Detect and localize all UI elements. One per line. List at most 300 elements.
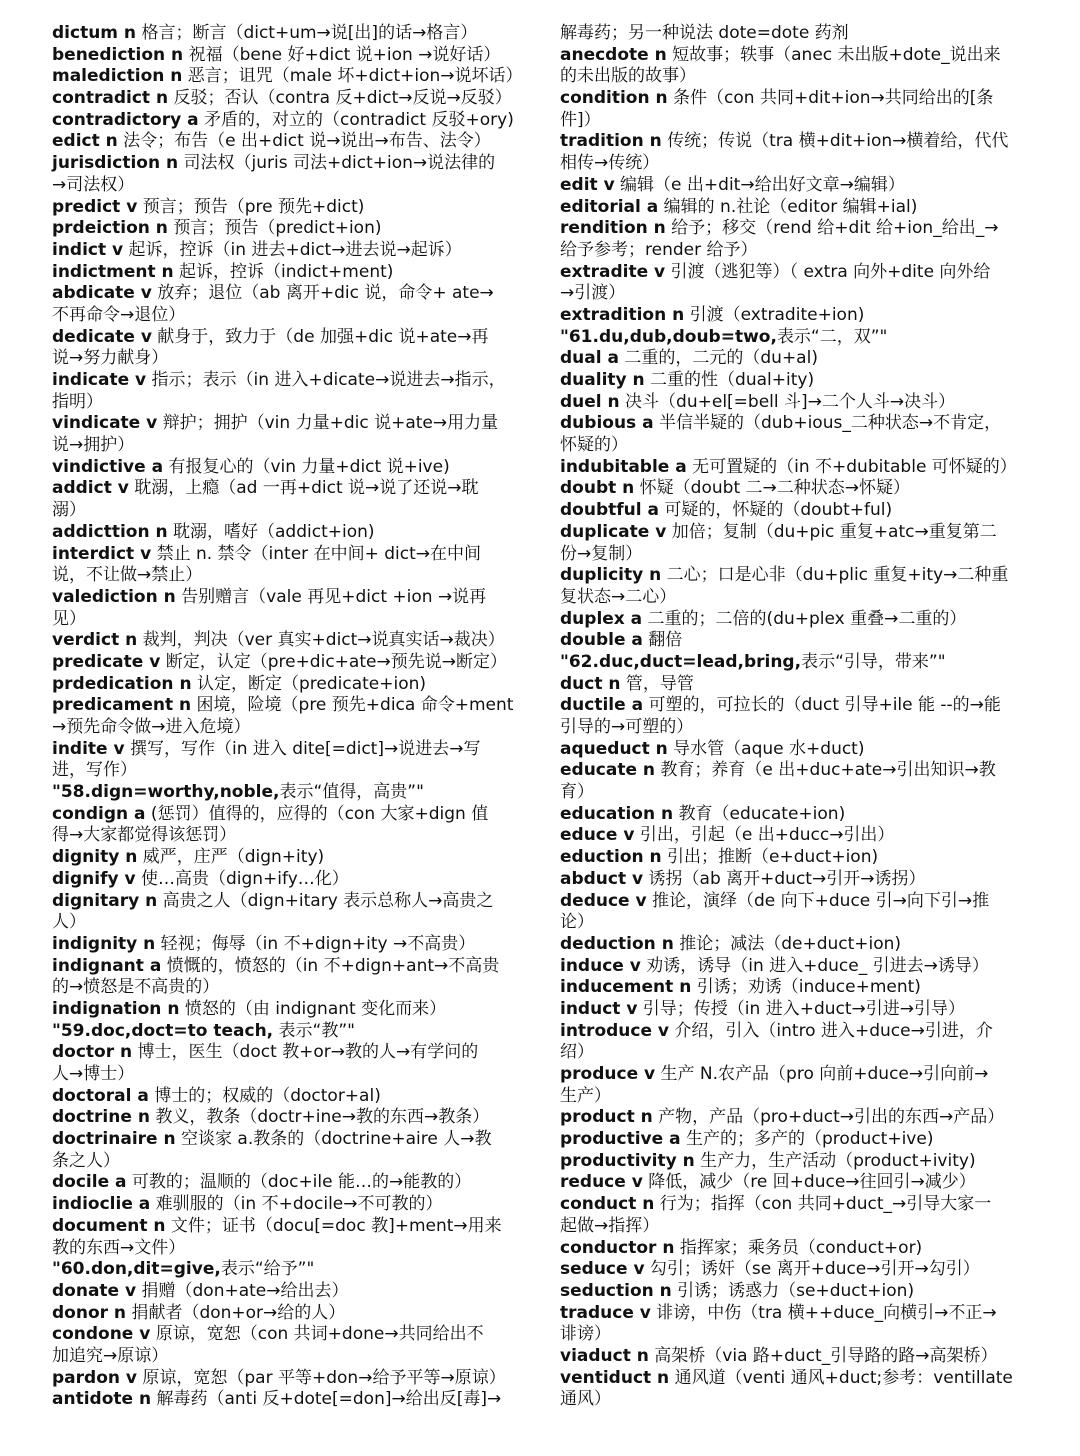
entry-term: duality n [560,370,645,390]
entry-term: conduct n [560,1194,655,1215]
entry-definition: →引渡） [560,283,626,304]
entry-definition: 指挥家；乘务员（conduct+or) [674,1237,923,1258]
entry-line [560,565,1032,587]
entry-line [560,478,1032,500]
entry-definition: 绍） [560,1042,594,1063]
entry-term: jurisdiction n [52,153,179,174]
entry-line [560,977,1032,999]
entry-line [560,1064,1032,1086]
entry-line [52,435,524,457]
entry-line [52,674,524,696]
entry-term: seduction n [560,1280,672,1301]
entry-definition: 预言；预告（pre 预先+dict) [137,196,365,217]
entry-term: vindicate v [52,413,158,434]
entry-term: "60.don,dit=give, [52,1259,221,1280]
entry-line [560,88,1032,110]
entry-term: edit v [560,174,615,195]
entry-line [52,1346,524,1368]
entry-definition: 加倍；复制（du+pic 重复+atc→重复第二 [666,521,997,542]
entry-line [560,1107,1032,1129]
entry-line [560,153,1032,175]
entry-definition: 空谈家 a.教条的（doctrine+aire 人→教 [175,1129,492,1150]
entry-line [52,544,524,566]
entry-definition: 可疑的，怀疑的（doubt+ful) [658,500,893,521]
entry-term: indict v [52,239,124,260]
entry-line [52,999,524,1021]
entry-term: education n [560,803,674,824]
entry-line [560,1368,1032,1390]
entry-line [560,1281,1032,1303]
entry-line [560,544,1032,566]
entry-definition: 二心；口是心非（du+plic 重复+ity→二种重 [661,565,1009,586]
entry-line [560,739,1032,761]
entry-term: produce v [560,1064,656,1084]
entry-term: ductile a [560,695,644,716]
entry-line [560,1086,1032,1108]
entry-term: reduce v [560,1172,643,1193]
entry-definition: 愤怒的（由 indignant 变化而来） [179,998,447,1019]
entry-definition: 短故事；轶事（anec 未出版+dote_说出来 [666,44,1001,65]
entry-line [52,869,524,891]
entry-line [52,977,524,999]
entry-definition: 愤慨的，愤怒的（in 不+dign+ant→不高贵 [161,955,500,976]
entry-line [52,478,524,500]
entry-definition: 说→拥护） [52,435,135,456]
entry-line [560,413,1032,435]
entry-definition: 指示；表示（in 进入+dicate→说进去→指示， [146,370,506,390]
entry-term: dignify v [52,868,136,889]
entry-definition: 诽谤，中伤（tra 横++duce_向横引→不正→ [650,1302,997,1323]
entry-definition: 认定，断定（predicate+ion) [191,673,427,694]
entry-line [560,869,1032,891]
entry-term: aqueduct n [560,738,668,759]
entry-definition: 表示“引导，带来”" [801,651,946,672]
entry-definition: 编辑的 n.社论（editor 编辑+ial) [658,196,918,217]
entry-line [52,413,524,435]
entry-term: dedicate v [52,326,152,347]
entry-definition: (惩罚）值得的，应得的（con 大家+dign 值 [145,803,489,824]
entry-definition: 诽谤） [560,1324,611,1345]
entry-definition: 禁止 n. 禁令（inter 在中间+ dict→在中间 [151,543,481,564]
entry-definition: 生产力，生产活动（product+ivity) [694,1150,976,1171]
entry-definition: 矛盾的，对立的（contradict 反驳+ory) [198,109,514,130]
entry-term: prdeiction n [52,218,168,239]
entry-definition: 预言；预告（predict+ion) [167,218,382,239]
entry-line [560,327,1032,349]
entry-line [560,240,1032,262]
entry-term: deduction n [560,933,674,954]
entry-definition: 二重的；二倍的(du+plex 重叠→二重的） [642,608,967,629]
entry-term: duplicity n [560,565,662,586]
entry-line [560,956,1032,978]
entry-definition: 高贵之人（dign+itary 表示总称人→高贵之 [157,890,494,911]
entry-definition: 推论，演绎（de 向下+duce 引→向下引→推 [646,890,990,911]
entry-line [560,782,1032,804]
entry-definition: 表示“教”" [273,1020,355,1041]
entry-definition: 法令；布告（e 出+dict 说→说出→布告、法令） [117,131,491,152]
entry-term: editorial a [560,196,659,217]
entry-definition: 教育（educate+ion) [673,803,846,824]
entry-line [560,891,1032,913]
entry-line [560,804,1032,826]
entry-term: condition n [560,88,668,109]
entry-term: ventiduct n [560,1367,670,1388]
entry-line [560,630,1032,652]
entry-line [560,197,1032,219]
entry-definition: 引渡（逃犯等）（ extra 向外+dite 向外给 [665,261,991,282]
entry-line [560,23,1032,45]
entry-line [560,1129,1032,1151]
entry-definition: 产物，产品（pro+duct→引出的东西→产品） [652,1107,1005,1128]
entry-definition: 给予；移交（rend 给+dit 给+ion_给出_→ [665,218,999,239]
entry-definition: 怀疑（doubt 二→二种状态→怀疑） [634,478,910,499]
entry-term: contradictory a [52,109,199,130]
entry-line [52,1389,524,1411]
entry-term: dictum n [52,23,137,43]
entry-term: indioclie a [52,1194,151,1215]
entry-line [560,934,1032,956]
entry-term: malediction n [52,66,183,87]
entry-line [52,1259,524,1281]
entry-line [52,23,524,45]
entry-line [52,1368,524,1390]
entry-line [560,717,1032,739]
entry-line [52,1172,524,1194]
entry-definition: 人） [52,912,86,933]
entry-definition: →预先命令做→进入危境） [52,717,251,737]
entry-definition: 劝诱，诱导（in 进入+duce_ 引进去→诱导） [640,955,989,976]
entry-definition: 使…高贵（dign+ify…化） [135,868,349,889]
entry-definition: 文件；证书（docu[=doc 教]+ment→用来 [165,1215,502,1236]
entry-term: predict v [52,196,138,217]
entry-term: vindictive a [52,456,164,477]
entry-definition: 行为；指挥（con 共同+duct_→引导大家一 [654,1194,992,1215]
entry-definition: 得→大家都觉得该惩罚） [52,825,237,846]
entry-definition: 轻视；侮辱（in 不+dign+ity →不高贵） [155,933,476,954]
entry-line [560,1216,1032,1238]
entry-definition: 恶言；诅咒（male 坏+dict+ion→说坏话） [182,66,523,87]
entry-term: rendition n [560,218,666,239]
entry-line [52,218,524,240]
entry-definition: 引诱；劝诱（induce+ment) [691,977,921,998]
entry-term: traduce v [560,1302,651,1323]
entry-line [560,652,1032,674]
entry-definition: 引诱；诱惑力（se+duct+ion) [671,1280,915,1301]
entry-definition: 原谅，宽恕（con 共词+done→共同给出不 [150,1324,484,1345]
entry-definition: 指明） [52,391,103,412]
entry-line [560,45,1032,67]
entry-line [560,674,1032,696]
entry-line [52,1042,524,1064]
right-column [560,23,1032,1411]
entry-line [52,305,524,327]
entry-term: doubt n [560,478,635,499]
entry-definition: 推论；减法（de+duct+ion) [673,933,902,954]
entry-definition: 通风道（venti 通风+duct;参考：ventillate [669,1367,1013,1388]
entry-term: doctoral a [52,1085,149,1106]
entry-term: "59.doc,doct=to teach, [52,1020,274,1041]
entry-definition: 博士的；权威的（doctor+al) [148,1085,381,1106]
entry-line [52,1129,524,1151]
entry-definition: 耽溺，嗜好（addict+ion) [167,521,375,542]
entry-line [52,1194,524,1216]
entry-definition: 不再命令→退位） [52,304,186,325]
entry-line [52,1151,524,1173]
entry-definition: 条之人） [52,1150,120,1171]
entry-term: dual a [560,348,619,369]
entry-line [560,1303,1032,1325]
entry-term: addicttion n [52,521,168,542]
entry-definition: 耽溺，上瘾（ad 一再+dict 说→说了还说→耽 [128,478,479,499]
entry-line [52,1303,524,1325]
entry-line [52,370,524,392]
entry-term: condign a [52,803,146,824]
entry-definition: 引出，引起（e 出+ducc→引出） [634,825,895,846]
entry-line [560,348,1032,370]
entry-term: indignation n [52,998,180,1019]
entry-line [560,370,1032,392]
entry-definition: 格言；断言（dict+um→说[出]的话→格言） [136,23,478,43]
entry-term: "61.du,dub,doub=two, [560,326,777,347]
entry-term: benediction n [52,44,184,65]
entry-line [560,131,1032,153]
entry-definition: 断定，认定（pre+dic+ate→预先说→断定） [160,651,507,672]
entry-term: indicate v [52,370,147,390]
entry-definition: 教义，教条（doctr+ine→教的东西→教条） [149,1107,490,1128]
entry-term: extradite v [560,261,666,282]
entry-definition: 表示“给予”" [220,1259,315,1280]
entry-line [52,565,524,587]
entry-definition: 加追究→原谅） [52,1345,169,1366]
entry-line [52,934,524,956]
entry-term: product n [560,1107,653,1128]
entry-term: edict n [52,131,118,152]
entry-definition: 起诉，控诉（indict+ment) [173,261,394,282]
entry-definition: 给予参考；render 给予） [560,239,758,260]
entry-line [52,327,524,349]
entry-line [52,153,524,175]
entry-term: interdict v [52,543,152,564]
entry-line [560,1389,1032,1411]
entry-term: deduce v [560,890,647,911]
entry-definition: 复状态→二心） [560,586,677,607]
entry-line [52,891,524,913]
entry-term: educe v [560,825,635,846]
entry-definition: 祝福（bene 好+dict 说+ion →说好话） [183,44,501,65]
entry-definition: 表示“值得，高贵”" [279,782,424,803]
entry-line [560,1194,1032,1216]
entry-line [52,956,524,978]
entry-line [52,175,524,197]
entry-definition: 起做→指挥） [560,1215,660,1236]
entry-line [560,66,1032,88]
entry-line [52,1281,524,1303]
entry-definition: 进，写作） [52,760,137,781]
entry-definition: 怀疑的） [560,435,628,456]
entry-definition: 辩护；拥护（vin 力量+dic 说+ate→用力量 [157,413,499,434]
entry-line [52,609,524,631]
entry-definition: 难驯服的（in 不+docile→不可教的） [150,1194,443,1215]
entry-definition: 捐献者（don+or→给的人） [126,1302,346,1323]
entry-term: predicate v [52,651,161,672]
entry-term: indignant a [52,955,162,976]
entry-definition: 司法权（juris 司法+dict+ion→说法律的 [178,153,496,174]
entry-term: viaduct n [560,1345,649,1366]
entry-definition: 教的东西→文件） [52,1237,186,1258]
entry-term: doubtful a [560,500,659,521]
entry-line [52,457,524,479]
entry-term: indictment n [52,261,174,282]
entry-line [560,912,1032,934]
entry-line [52,1324,524,1346]
entry-line [560,1151,1032,1173]
entry-definition: 诱拐（ab 离开+duct→引开→诱拐） [643,868,926,889]
entry-line [52,131,524,153]
entry-definition: 无可置疑的（in 不+dubitable 可怀疑的） [686,456,1017,477]
entry-line [52,283,524,305]
entry-line [52,262,524,284]
entry-definition: 份→复制） [560,543,643,564]
entry-line [52,1064,524,1086]
entry-term: verdict n [52,630,138,651]
entry-term: productivity n [560,1150,695,1171]
entry-definition: 高架桥（via 路+duct_引导路的路→高架桥） [648,1345,998,1366]
entry-line [52,392,524,414]
entry-definition: 人→博士） [52,1064,135,1084]
entry-line [52,197,524,219]
entry-term: indignity n [52,933,156,954]
entry-term: extradition n [560,304,685,325]
entry-line [52,804,524,826]
entry-term: valediction n [52,586,176,607]
entry-line [52,1216,524,1238]
entry-definition: 反驳；否认（contra 反+dict→反说→反驳） [168,88,512,109]
entry-definition: 管，导管 [620,673,694,694]
entry-line [560,1172,1032,1194]
entry-term: docile a [52,1172,127,1193]
entry-definition: 半信半疑的（dub+ious_二种状态→不肯定， [653,413,1002,434]
entry-definition: 条件（con 共同+dit+ion→共同给出的[条 [667,88,994,109]
entry-definition: 裁判，判决（ver 真实+dict→说真实话→裁决） [137,630,505,651]
entry-line [560,522,1032,544]
entry-definition: 教育；养育（e 出+duc+ate→引出知识→教 [655,760,996,781]
entry-term: condone v [52,1324,151,1345]
entry-line [52,110,524,132]
entry-term: induce v [560,955,641,976]
entry-definition: 的→愤怒是不高贵的） [52,977,220,998]
entry-line [52,66,524,88]
entry-term: indubitable a [560,456,687,477]
entry-line [52,1107,524,1129]
entry-line [52,630,524,652]
entry-line [52,45,524,67]
entry-definition: 说→努力献身） [52,348,169,369]
entry-line [52,1238,524,1260]
entry-term: tradition n [560,131,662,152]
entry-term: inducement n [560,977,692,998]
entry-term: abduct v [560,868,644,889]
entry-term: "58.dign=worthy,noble, [52,782,280,803]
left-column [52,23,524,1411]
entry-definition: 引出；推断（e+duct+ion) [661,847,879,868]
entry-definition: 生产） [560,1085,611,1106]
entry-definition: 献身于，致力于（de 加强+dic 说+ate→再 [151,326,489,347]
entry-term: seduce v [560,1259,645,1280]
entry-definition: 解毒药；另一种说法 dote=dote 药剂 [560,23,849,43]
entry-term: double a [560,630,643,651]
entry-definition: 有报复心的（vin 力量+dict 说+ive) [163,456,450,477]
entry-definition: 溺） [52,500,86,521]
entry-definition: 传统；传说（tra 横+dit+ion→横着给，代代 [661,131,1009,152]
entry-term: doctor n [52,1042,133,1063]
entry-definition: 捐赠（don+ate→给出去） [136,1280,349,1301]
entry-term: educate n [560,760,656,781]
entry-definition: 生产的；多产的（product+ive) [680,1129,934,1150]
entry-line [52,1086,524,1108]
entry-line [52,760,524,782]
entry-definition: 编辑（e 出+dit→给出好文章→编辑） [614,174,905,195]
entry-term: anecdote n [560,44,667,65]
entry-term: addict v [52,478,129,499]
entry-line [560,1042,1032,1064]
entry-term: predicament n [52,695,192,716]
entry-line [52,825,524,847]
entry-term: antidote n [52,1389,152,1410]
entry-definition: 引导；传授（in 进入+duct→引进→引导） [637,998,966,1019]
entry-term: dignity n [52,847,138,868]
entry-line [560,1346,1032,1368]
entry-line [52,739,524,761]
entry-definition: 原谅，宽恕（par 平等+don→给予平等→原谅） [136,1367,506,1388]
entry-line [560,825,1032,847]
entry-line [560,695,1032,717]
entry-definition: 困境，险境（pre 预先+dica 命令+ment [191,695,514,716]
entry-definition: 可塑的，可拉长的（duct 引导+ile 能 --的→能 [643,695,1001,716]
entry-term: pardon v [52,1367,137,1388]
entry-definition: 勾引；诱奸（se 离开+duce→引开→勾引） [644,1259,980,1280]
entry-line [560,457,1032,479]
entry-term: eduction n [560,847,662,868]
entry-line [52,1021,524,1043]
entry-line [52,240,524,262]
entry-definition: 引渡（extradite+ion) [684,304,865,325]
entry-line [52,500,524,522]
entry-line [560,110,1032,132]
entry-term: duplicate v [560,521,667,542]
entry-definition: 告别赠言（vale 再见+dict +ion →说再 [175,586,487,607]
entry-line [560,1259,1032,1281]
entry-line [560,587,1032,609]
entry-term: duel n [560,391,620,412]
entry-definition: 论） [560,912,594,933]
entry-term: productive a [560,1129,681,1150]
entry-line [560,609,1032,631]
entry-definition: 表示“二，双”" [776,326,888,347]
entry-line [560,435,1032,457]
entry-term: doctrine n [52,1107,150,1128]
entry-definition: 件]） [560,109,601,130]
entry-term: document n [52,1215,166,1236]
entry-definition: 起诉，控诉（in 进去+dict→进去说→起诉） [123,239,462,260]
entry-line [52,782,524,804]
entry-definition: 生产 N.农产品（pro 向前+duce→引向前→ [655,1064,989,1084]
entry-line [560,218,1032,240]
entry-definition: 可教的；温顺的（doc+ile 能…的→能教的） [126,1172,472,1193]
entry-term: doctrinaire n [52,1129,176,1150]
entry-line [52,587,524,609]
entry-line [560,392,1032,414]
entry-line [560,1238,1032,1260]
